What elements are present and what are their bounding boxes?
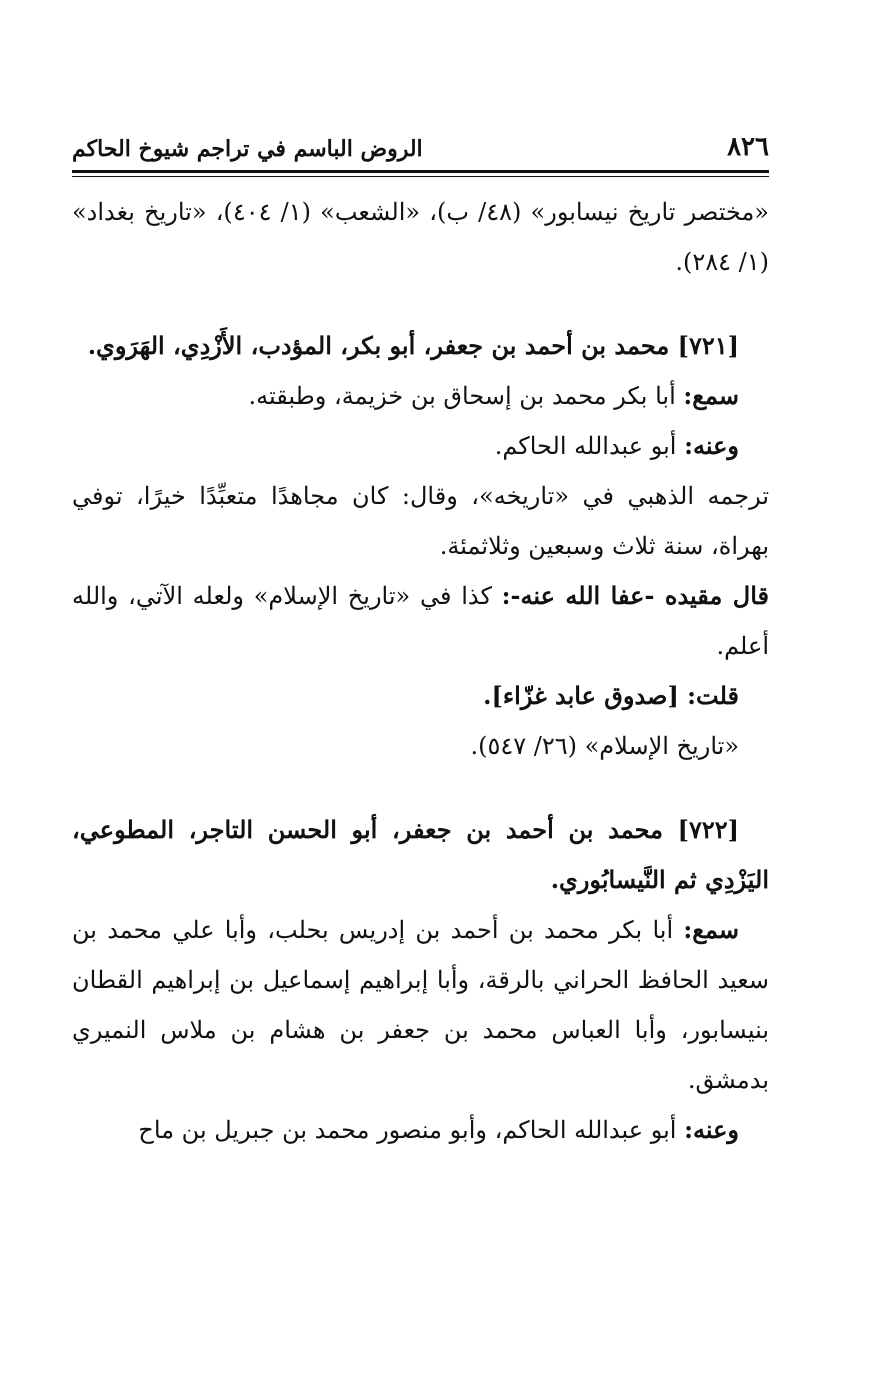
entry-721-from (72, 421, 769, 471)
page-content (72, 187, 769, 1155)
from-label: وعنه: (684, 431, 739, 460)
continuation-references: «مختصر تاريخ نيسابور» (٤٨/ ب)، «الشعب» (١/ ٤٠٤)، «تاريخ بغداد» (١/ ٢٨٤). (72, 198, 769, 276)
page-number: ٨٢٦ (727, 132, 769, 162)
entry-721-bio: ترجمه الذهبي في «تاريخه»، وقال: كان مجاهدًا متعبِّدًا خيرًا، توفي بهراة، سنة ثلاث وسبعين وثلاثمئة. (72, 482, 769, 560)
entry-721-heard (72, 371, 769, 421)
entry-721-editor-note (72, 571, 769, 671)
book-title: الروض الباسم في تراجم شيوخ الحاكم (72, 136, 423, 162)
heard-label: سمع: (683, 915, 739, 944)
heard-text: أبا بكر محمد بن أحمد بن إدريس بحلب، وأبا علي محمد بن سعيد الحافظ الحراني بالرقة، وأبا إبراهيم إسماعيل بن إبراهيم القطان بنيسابور، وأبا العباس محمد بن جعفر بن هشام بن ملاس النميري بدمشق. (72, 916, 769, 1094)
heard-label: سمع: (683, 381, 739, 410)
editor-text: كذا في «تاريخ الإسلام» ولعله الآتي، والله أعلم. (72, 582, 769, 660)
entry-721-source: «تاريخ الإسلام» (٢٦/ ٥٤٧). (470, 732, 739, 760)
from-text: أبو عبدالله الحاكم، وأبو منصور محمد بن جبريل بن ماح (138, 1116, 685, 1144)
from-label: وعنه: (684, 1115, 739, 1144)
header-rule-thin (72, 176, 769, 177)
editor-label: قال مقيده -عفا الله عنه-: (501, 581, 769, 610)
verdict-text: [صدوق عابد غزّاء]. (483, 681, 688, 710)
header-rule-thick (72, 170, 769, 173)
entry-722-heading: [٧٢٢] محمد بن أحمد بن جعفر، أبو الحسن التاجر، المطوعي، اليَزْدِي ثم النَّيسابُوري. (72, 815, 769, 894)
from-text: أبو عبدالله الحاكم. (494, 432, 685, 460)
entry-722-from (72, 1105, 769, 1155)
heard-text: أبا بكر محمد بن إسحاق بن خزيمة، وطبقته. (248, 382, 684, 410)
entry-721-heading: [٧٢١] محمد بن أحمد بن جعفر، أبو بكر، المؤدب، الأَزْدِي، الهَرَوي. (87, 331, 739, 360)
page-header (72, 128, 769, 168)
verdict-label: قلت: (687, 681, 739, 710)
book-page (72, 128, 769, 1155)
entry-722-heard (72, 905, 769, 1105)
entry-721-verdict (72, 671, 769, 721)
